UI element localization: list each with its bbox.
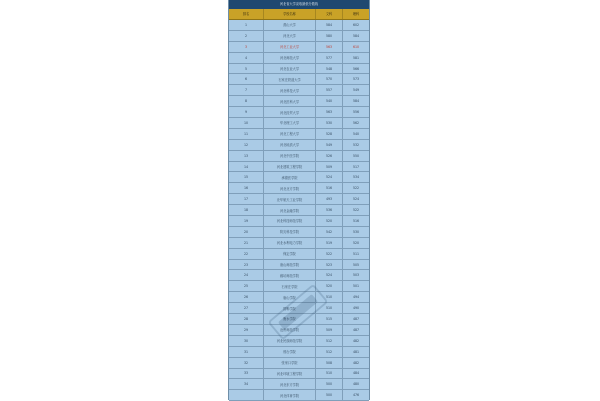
table-row bbox=[229, 194, 369, 205]
cell-school: 河北环境工程学院 bbox=[264, 369, 316, 379]
table-row bbox=[229, 129, 369, 140]
cell-school: 石家庄铁道大学 bbox=[264, 74, 316, 84]
cell-school: 河北科技师范学院 bbox=[264, 216, 316, 226]
cell-rank: 20 bbox=[229, 227, 264, 237]
cell-wenke: 522 bbox=[316, 249, 343, 259]
cell-wenke: 548 bbox=[316, 64, 343, 74]
table-row bbox=[229, 31, 369, 42]
cell-wenke: 542 bbox=[316, 227, 343, 237]
cell-school: 河北医科大学 bbox=[264, 96, 316, 106]
cell-wenke: 516 bbox=[316, 183, 343, 193]
cell-rank bbox=[229, 390, 264, 400]
cell-like: 484 bbox=[352, 371, 360, 376]
cell-school: 河北中医学院 bbox=[264, 151, 316, 161]
cell-rank: 13 bbox=[229, 151, 264, 161]
cell-like: 522 bbox=[352, 208, 360, 213]
cell-rank: 34 bbox=[229, 379, 264, 389]
cell-rank: 23 bbox=[229, 260, 264, 270]
table-row bbox=[229, 281, 369, 292]
cell-school: 衡水学院 bbox=[264, 314, 316, 324]
cell-like: 503 bbox=[352, 273, 360, 278]
cell-rank: 4 bbox=[229, 53, 264, 63]
cell-school: 石家庄学院 bbox=[264, 281, 316, 291]
table-row bbox=[229, 336, 369, 347]
cell-like: 550 bbox=[352, 153, 360, 158]
cell-rank: 30 bbox=[229, 336, 264, 346]
cell-wenke: 570 bbox=[316, 74, 343, 84]
table-row bbox=[229, 85, 369, 96]
cell-rank: 14 bbox=[229, 162, 264, 172]
table-row bbox=[229, 292, 369, 303]
cell-like: 480 bbox=[352, 382, 360, 387]
cell-wenke: 508 bbox=[316, 358, 343, 368]
cell-school: 北华航天工业学院 bbox=[264, 194, 316, 204]
table-row bbox=[229, 238, 369, 249]
cell-school: 唐山学院 bbox=[264, 292, 316, 302]
cell-wenke: 510 bbox=[316, 292, 343, 302]
cell-school: 河北民族师范学院 bbox=[264, 336, 316, 346]
cell-wenke: 512 bbox=[316, 336, 343, 346]
table-row bbox=[229, 172, 369, 183]
table-row bbox=[229, 260, 369, 271]
cell-like: 556 bbox=[352, 110, 360, 115]
cell-school: 河北经贸大学 bbox=[264, 107, 316, 117]
header-rank: 排名 bbox=[229, 9, 264, 19]
cell-wenke: 510 bbox=[316, 369, 343, 379]
cell-rank: 25 bbox=[229, 281, 264, 291]
cell-rank: 8 bbox=[229, 96, 264, 106]
cell-like: 505 bbox=[352, 262, 360, 267]
cell-rank: 29 bbox=[229, 325, 264, 335]
cell-like: 494 bbox=[352, 295, 360, 300]
cell-rank: 15 bbox=[229, 172, 264, 182]
table-row bbox=[229, 358, 369, 369]
cell-rank: 11 bbox=[229, 129, 264, 139]
cell-like: 584 bbox=[352, 33, 360, 38]
header-like: 理科 bbox=[352, 12, 360, 16]
table-body bbox=[229, 20, 369, 401]
cell-school: 河北大学 bbox=[264, 31, 316, 41]
table-row bbox=[229, 183, 369, 194]
cell-wenke: 510 bbox=[316, 303, 343, 313]
cell-school: 河北地质大学 bbox=[264, 140, 316, 150]
cell-rank: 10 bbox=[229, 118, 264, 128]
cell-like: 516 bbox=[352, 218, 360, 223]
cell-like: 530 bbox=[352, 229, 360, 234]
cell-wenke: 530 bbox=[316, 118, 343, 128]
cell-like: 522 bbox=[352, 186, 360, 191]
cell-wenke: 512 bbox=[316, 347, 343, 357]
table-row bbox=[229, 107, 369, 118]
cell-wenke: 500 bbox=[316, 390, 343, 400]
cell-wenke: 526 bbox=[316, 151, 343, 161]
cell-wenke: 549 bbox=[316, 140, 343, 150]
cell-rank: 22 bbox=[229, 249, 264, 259]
table-header-row bbox=[229, 9, 369, 20]
cell-rank: 21 bbox=[229, 238, 264, 248]
cell-like: 487 bbox=[352, 327, 360, 332]
table-row bbox=[229, 151, 369, 162]
cell-school: 河北科技大学 bbox=[264, 85, 316, 95]
cell-wenke: 524 bbox=[316, 172, 343, 182]
cell-wenke: 519 bbox=[316, 238, 343, 248]
cell-like: 524 bbox=[352, 197, 360, 202]
cell-like: 581 bbox=[352, 55, 360, 60]
cell-school: 邯郸学院 bbox=[264, 303, 316, 313]
cell-like: 517 bbox=[352, 164, 360, 169]
table-title: 河北省大学录取最低分数线 bbox=[229, 0, 369, 9]
cell-wenke: 536 bbox=[316, 205, 343, 215]
cell-rank: 1 bbox=[229, 20, 264, 30]
table-row bbox=[229, 379, 369, 390]
table-row bbox=[229, 162, 369, 173]
cell-school: 燕山大学 bbox=[264, 20, 316, 30]
cell-wenke: 520 bbox=[316, 281, 343, 291]
cell-like: 562 bbox=[352, 120, 360, 125]
cell-like: 476 bbox=[352, 393, 360, 398]
cell-like: 610 bbox=[352, 44, 360, 49]
table-row bbox=[229, 53, 369, 64]
cell-like: 602 bbox=[352, 22, 360, 27]
table-row bbox=[229, 369, 369, 380]
cell-school: 河北北方学院 bbox=[264, 183, 316, 193]
table-row bbox=[229, 390, 369, 401]
header-wenke: 文科 bbox=[316, 9, 343, 19]
cell-like: 534 bbox=[352, 175, 360, 180]
cell-wenke: 515 bbox=[316, 314, 343, 324]
cell-wenke: 563 bbox=[316, 42, 343, 52]
cell-school: 防灾科技学院 bbox=[264, 227, 316, 237]
table-row bbox=[229, 249, 369, 260]
cell-like: 481 bbox=[352, 349, 360, 354]
table-row bbox=[229, 216, 369, 227]
score-table bbox=[228, 0, 370, 400]
cell-rank: 5 bbox=[229, 64, 264, 74]
table-row bbox=[229, 325, 369, 336]
table-row bbox=[229, 96, 369, 107]
cell-like: 490 bbox=[352, 306, 360, 311]
cell-rank: 32 bbox=[229, 358, 264, 368]
cell-school: 河北农业大学 bbox=[264, 64, 316, 74]
cell-rank: 27 bbox=[229, 303, 264, 313]
table-row bbox=[229, 303, 369, 314]
cell-like: 540 bbox=[352, 131, 360, 136]
cell-rank: 6 bbox=[229, 74, 264, 84]
table-row bbox=[229, 74, 369, 85]
cell-school: 廊坊师范学院 bbox=[264, 270, 316, 280]
cell-school: 沧州师范学院 bbox=[264, 325, 316, 335]
cell-school: 河北水利电力学院 bbox=[264, 238, 316, 248]
table-row bbox=[229, 140, 369, 151]
cell-school: 河北建筑工程学院 bbox=[264, 162, 316, 172]
cell-rank: 7 bbox=[229, 85, 264, 95]
table-row bbox=[229, 270, 369, 281]
cell-wenke: 524 bbox=[316, 270, 343, 280]
cell-rank: 19 bbox=[229, 216, 264, 226]
cell-wenke: 500 bbox=[316, 379, 343, 389]
cell-wenke: 577 bbox=[316, 53, 343, 63]
cell-wenke: 557 bbox=[316, 85, 343, 95]
cell-like: 511 bbox=[352, 251, 360, 256]
cell-rank: 26 bbox=[229, 292, 264, 302]
header-school: 学校名称 bbox=[264, 9, 316, 19]
cell-wenke: 493 bbox=[316, 194, 343, 204]
cell-rank: 18 bbox=[229, 205, 264, 215]
cell-rank: 33 bbox=[229, 369, 264, 379]
table-row bbox=[229, 118, 369, 129]
cell-wenke: 528 bbox=[316, 129, 343, 139]
table-row bbox=[229, 314, 369, 325]
cell-school: 河北体育学院 bbox=[264, 390, 316, 400]
cell-school: 张家口学院 bbox=[264, 358, 316, 368]
cell-like: 482 bbox=[352, 360, 360, 365]
cell-like: 549 bbox=[352, 88, 360, 93]
cell-like: 482 bbox=[352, 338, 360, 343]
table-row bbox=[229, 42, 369, 53]
cell-school: 承德医学院 bbox=[264, 172, 316, 182]
cell-school: 河北工程大学 bbox=[264, 129, 316, 139]
cell-wenke: 563 bbox=[316, 107, 343, 117]
cell-rank: 3 bbox=[229, 42, 264, 52]
cell-like: 532 bbox=[352, 142, 360, 147]
cell-wenke: 540 bbox=[316, 96, 343, 106]
table-row bbox=[229, 205, 369, 216]
cell-rank: 24 bbox=[229, 270, 264, 280]
cell-rank: 16 bbox=[229, 183, 264, 193]
table-row bbox=[229, 227, 369, 238]
cell-wenke: 509 bbox=[316, 325, 343, 335]
cell-school: 唐山师范学院 bbox=[264, 260, 316, 270]
cell-rank: 17 bbox=[229, 194, 264, 204]
cell-like: 573 bbox=[352, 77, 360, 82]
cell-like: 584 bbox=[352, 99, 360, 104]
cell-wenke: 509 bbox=[316, 162, 343, 172]
cell-school: 华北理工大学 bbox=[264, 118, 316, 128]
cell-wenke: 584 bbox=[316, 20, 343, 30]
cell-like: 566 bbox=[352, 66, 360, 71]
cell-school: 河北东方学院 bbox=[264, 379, 316, 389]
cell-wenke: 580 bbox=[316, 31, 343, 41]
cell-wenke: 523 bbox=[316, 260, 343, 270]
cell-school: 河北金融学院 bbox=[264, 205, 316, 215]
cell-rank: 9 bbox=[229, 107, 264, 117]
cell-school: 河北师范大学 bbox=[264, 53, 316, 63]
cell-rank: 31 bbox=[229, 347, 264, 357]
cell-like: 501 bbox=[352, 284, 360, 289]
cell-school: 邢台学院 bbox=[264, 347, 316, 357]
cell-wenke: 520 bbox=[316, 216, 343, 226]
cell-school: 保定学院 bbox=[264, 249, 316, 259]
cell-rank: 28 bbox=[229, 314, 264, 324]
table-row bbox=[229, 64, 369, 75]
cell-rank: 2 bbox=[229, 31, 264, 41]
cell-rank: 12 bbox=[229, 140, 264, 150]
cell-school: 河北工业大学 bbox=[264, 42, 316, 52]
table-row bbox=[229, 20, 369, 31]
table-row bbox=[229, 347, 369, 358]
cell-like: 520 bbox=[352, 240, 360, 245]
cell-like: 487 bbox=[352, 316, 360, 321]
